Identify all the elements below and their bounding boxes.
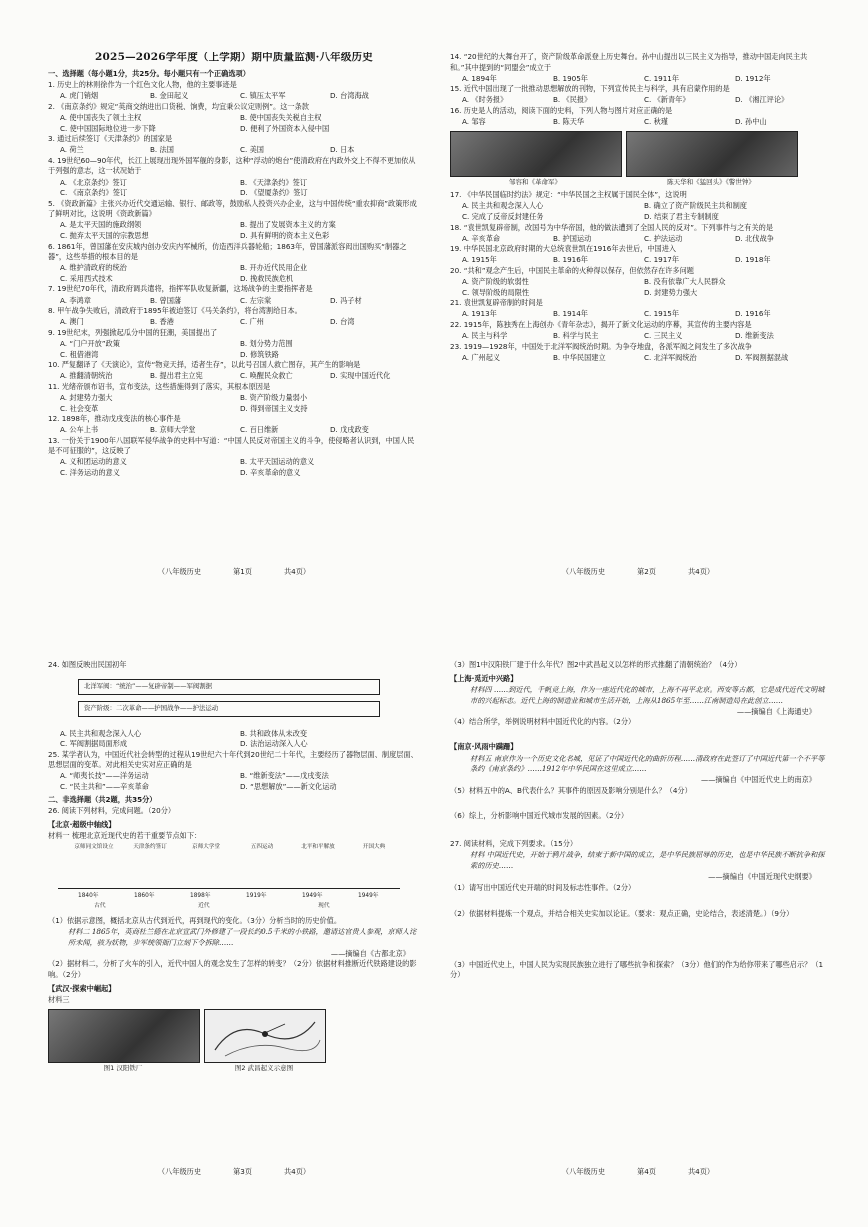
question-27-3: （3）中国近代史上，中国人民为实现民族独立进行了哪些抗争和探索？（3分）他们的作为给你带来了哪些启示？（1分） bbox=[450, 959, 824, 980]
options bbox=[48, 425, 420, 436]
question-stem: 3. 通过后续签订《天津条约》的国家是 bbox=[48, 134, 173, 144]
option[interactable]: A. 推翻清朝统治 bbox=[60, 371, 113, 381]
option[interactable]: C. 使中国国际地位进一步下降 bbox=[60, 123, 156, 133]
option[interactable]: B. 科学与民主 bbox=[553, 330, 599, 340]
option[interactable]: C. 百日维新 bbox=[240, 425, 279, 435]
timeline-era: 近代 bbox=[198, 903, 210, 910]
question-26-3: （3）图1中汉阳铁厂建于什么年代？图2中武昌起义以怎样的形式推翻了清朝统治？（4分） bbox=[450, 660, 742, 669]
question-stem: 22. 1915年，陈独秀在上海创办《青年杂志》，揭开了新文化运动的序幕，其宣传的主要内容是 bbox=[450, 319, 752, 329]
question-stem: 20. “共和”观念产生后，中国民主革命的火种得以保存，但依然存在许多问题 bbox=[450, 265, 694, 275]
page-4 bbox=[450, 660, 826, 1180]
option[interactable]: A. 辛亥革命 bbox=[462, 233, 501, 243]
subtopic-tag: 【南京·风雨中蹒跚】 bbox=[450, 742, 518, 752]
question-stem: 12. 1898年，推动戊戌变法的核心事件是 bbox=[48, 414, 181, 424]
options bbox=[48, 339, 420, 360]
options bbox=[450, 74, 826, 85]
option[interactable]: B. 太平天国运动的意义 bbox=[240, 457, 315, 467]
option[interactable]: D. 辛亥革命的意义 bbox=[240, 468, 301, 478]
options bbox=[48, 457, 420, 478]
option[interactable]: D. 修筑铁路 bbox=[240, 349, 279, 359]
option[interactable]: D. 戊戌政变 bbox=[330, 425, 369, 435]
options bbox=[48, 371, 420, 382]
option[interactable]: C. 1915年 bbox=[644, 309, 680, 319]
question-stem: 16. 历史是人的活动，阅读下面的史料，下列人物与图片对应正确的是 bbox=[450, 105, 673, 115]
page-footer: （八年级历史 第2页 共4页） bbox=[561, 567, 715, 577]
options bbox=[48, 317, 420, 328]
option[interactable]: A. 义和团运动的意义 bbox=[60, 457, 127, 467]
option[interactable]: D. 《湘江评论》 bbox=[735, 95, 789, 105]
page-1 bbox=[48, 52, 420, 580]
option[interactable]: B. 1914年 bbox=[553, 309, 588, 319]
option[interactable]: D. 台湾 bbox=[330, 317, 355, 327]
question-stem: 21. 袁世凯复辟帝制的时间是 bbox=[450, 298, 543, 308]
options bbox=[48, 296, 420, 307]
option[interactable]: C. 美国 bbox=[240, 145, 264, 155]
question-26: 26. 阅读下列材料，完成问题。（20分） bbox=[48, 806, 176, 816]
option[interactable]: C. 洋务运动的意义 bbox=[60, 468, 120, 478]
option[interactable]: A. 维护清政府的统治 bbox=[60, 263, 127, 273]
option[interactable]: C. 领导阶级的局限性 bbox=[462, 287, 530, 297]
option[interactable]: D. 实现中国近代化 bbox=[330, 371, 391, 381]
question-26-6: （6）综上，分析影响中国近代城市发展的因素。（2分） bbox=[450, 810, 629, 820]
option[interactable]: C. 《南京条约》签订 bbox=[60, 188, 128, 198]
zou-rong-portrait bbox=[450, 131, 622, 177]
question-stem: 10. 严复翻译了《天演论》，宣传“物竞天择，适者生存”，以此号召国人救亡图存，其产生的影响是 bbox=[48, 360, 361, 370]
option[interactable]: D. 军阀割据混战 bbox=[735, 352, 789, 362]
option[interactable]: D. 便利了外国资本入侵中国 bbox=[240, 123, 330, 133]
timeline-year: 1949年 bbox=[302, 893, 323, 900]
page-footer: （八年级历史 第3页 共4页） bbox=[157, 1167, 311, 1177]
portrait-row bbox=[450, 131, 826, 188]
options bbox=[450, 277, 826, 298]
timeline-event: 京师同文馆设立 bbox=[74, 844, 114, 851]
option[interactable]: A. 1894年 bbox=[462, 73, 497, 83]
option[interactable]: B. 金田起义 bbox=[150, 91, 189, 101]
option[interactable]: A. “门户开放”政策 bbox=[60, 338, 120, 348]
timeline-event: 天津条约签订 bbox=[133, 844, 167, 851]
section-heading: 二、非选择题（共2题，共35分） bbox=[48, 794, 157, 804]
options bbox=[450, 255, 826, 266]
option[interactable]: C. 秋瑾 bbox=[644, 117, 668, 127]
option[interactable]: C. 1917年 bbox=[644, 255, 680, 265]
option[interactable]: A. 1915年 bbox=[462, 255, 497, 265]
option[interactable]: A. 民主共和观念深入人心 bbox=[462, 201, 544, 211]
option[interactable]: D. 台湾海战 bbox=[330, 91, 369, 101]
question-stem: 8. 甲午战争失败后，清政府于1895年被迫签订《马关条约》，将台湾割给日本。 bbox=[48, 306, 302, 316]
option[interactable]: B. 香港 bbox=[150, 317, 174, 327]
timeline-era: 古代 bbox=[94, 903, 106, 910]
timeline-event: 五四运动 bbox=[250, 844, 274, 851]
flow-diagram bbox=[48, 675, 420, 725]
option[interactable]: C. 完成了反帝反封建任务 bbox=[462, 211, 544, 221]
question-stem: 1. 历史上的林则徐作为一个红色文化人物，他的主要事迹是 bbox=[48, 80, 237, 90]
page-footer: （八年级历史 第4页 共4页） bbox=[561, 1167, 715, 1177]
option[interactable]: C. 唤醒民众救亡 bbox=[240, 371, 293, 381]
option[interactable]: A. 李鸿章 bbox=[60, 295, 91, 305]
question-stem: 7. 19世纪70年代，清政府调兵遣将，指挥军队收复新疆，这场战争的主要指挥者是 bbox=[48, 284, 313, 294]
material-4: 材料四 ……到近代，千帆竞上海，作为一座近代化的城市，上海不再平北京。西安等古都，它是成代近代文明城市的兴起标志。近代上海的制造业和城市生活开始，上海从1865年至……江南制造局在此创立…… bbox=[470, 685, 825, 705]
question-stem: 2. 《南京条约》规定“英商交纳进出口货税、饷费，均宜秉公议定则例”。这一条款 bbox=[48, 101, 309, 111]
option[interactable]: C. 采用西式技术 bbox=[60, 273, 113, 283]
option[interactable]: A. 广州起义 bbox=[462, 352, 501, 362]
timeline-event: 开国大典 bbox=[362, 844, 386, 851]
option[interactable]: B. 1916年 bbox=[553, 255, 588, 265]
option[interactable]: B. 没有依靠广大人民群众 bbox=[644, 277, 726, 286]
material-1: 材料一 梳理北京近现代史的若干重要节点如下： bbox=[48, 831, 202, 841]
options bbox=[450, 95, 826, 106]
option[interactable]: C. 护法运动 bbox=[644, 233, 683, 243]
question-list bbox=[450, 52, 826, 363]
option[interactable]: B. 资产阶级力量弱小 bbox=[240, 392, 308, 402]
question-stem: 6. 1861年，曾国藩在安庆城内创办安庆内军械所，仿造西洋兵器轮船；1863年，曾国藩派容闳出国购买“制器之器”，这些举措的根本目的是 bbox=[48, 241, 407, 262]
options: A. “师夷长技”——洋务运动 B. “维新变法”——戊戌变法 C. “民主共和”——辛亥革命 D. “思想解放”——新文化运动 bbox=[60, 771, 337, 792]
option[interactable]: D. 封建势力强大 bbox=[644, 287, 698, 297]
options bbox=[48, 178, 420, 199]
options bbox=[48, 393, 420, 414]
option[interactable]: A. 《时务报》 bbox=[462, 95, 508, 105]
question-26-4: （4）结合所学，举例说明材料中国近代化的内容。（2分） bbox=[450, 717, 636, 727]
options bbox=[48, 113, 420, 134]
flow-row-1: 北洋军阀：“统治”——复辟帝制——军阀割据 bbox=[84, 681, 213, 690]
options bbox=[48, 91, 420, 102]
question-24: 24. 如图反映出民国初年 bbox=[48, 660, 127, 669]
question-stem: 18. “袁世凯复辟帝制，改国号为中华帝国，他的做法遭到了全国人民的反对”。下列事件与之有关的是 bbox=[450, 222, 774, 232]
timeline-year: 1898年 bbox=[190, 893, 211, 900]
option[interactable]: B. 1905年 bbox=[553, 73, 588, 83]
timeline-era: 现代 bbox=[318, 903, 330, 910]
material-5: 材料五 南京作为一个历史文化名城，见证了中国近代化的曲折历程……清政府在此签订了中国近代第一个不平等条约《南京条约》……1912年中华民国在这里成立…… bbox=[470, 753, 825, 774]
timeline-year: 1860年 bbox=[134, 893, 155, 900]
timeline-axis bbox=[58, 888, 400, 889]
option[interactable]: A. 澳门 bbox=[60, 317, 84, 327]
flow-row-2: 资产阶级：二次革命——护国战争——护法运动 bbox=[84, 703, 219, 712]
question-27-2: （2）依据材料提炼一个观点，并结合相关史实加以论证。（要求：观点正确，史论结合，表述清楚。）（9分） bbox=[450, 909, 794, 919]
option[interactable]: D. 日本 bbox=[330, 145, 355, 155]
material-3: 材料三 bbox=[48, 995, 70, 1005]
question-list bbox=[48, 80, 420, 478]
option[interactable]: A. 荷兰 bbox=[60, 145, 84, 155]
timeline-year: 1949年 bbox=[358, 893, 379, 900]
image-caption: 图1 汉阳铁厂 bbox=[103, 1063, 143, 1072]
material-source: ——摘编自《中国近代史上的南京》 bbox=[700, 775, 816, 785]
options bbox=[48, 145, 420, 156]
option[interactable]: C. 租借港湾 bbox=[60, 349, 99, 359]
page-2 bbox=[450, 52, 826, 580]
option[interactable]: C. 《新青年》 bbox=[644, 95, 690, 105]
option[interactable]: B. 法国 bbox=[150, 145, 174, 155]
question-stem: 11. 光绪帝颁布诏书，宣布变法，这些措施得到了落实，其根本原因是 bbox=[48, 381, 271, 391]
option[interactable]: C. 左宗棠 bbox=[240, 295, 272, 305]
image-caption: 邹容和《革命军》 bbox=[509, 177, 561, 186]
option[interactable]: B. 京师大学堂 bbox=[150, 425, 196, 435]
subtopic-tag: 【北京·超级中轴线】 bbox=[48, 819, 116, 829]
timeline bbox=[48, 844, 420, 914]
timeline-event: 北平和平解放 bbox=[301, 844, 335, 851]
question-stem: 5. 《资政新篇》主张兴办近代交通运输、银行、邮政等，鼓励私人投资兴办企业，这与中国传统“重农抑商”政策形成了鲜明对比，这说明《资政新篇》 bbox=[48, 198, 417, 219]
option[interactable]: B. 陈天华 bbox=[553, 117, 585, 127]
option[interactable]: B. 《民报》 bbox=[553, 95, 592, 105]
option[interactable]: B. 提出君主立宪 bbox=[150, 371, 203, 381]
question-25: 25. 某学者认为，中国近代社会转型的过程从19世纪六十年代到20世纪二十年代，主要经历了器物层面、制度层面、思想层面的变革。对此相关史实对应正确的是 bbox=[48, 749, 418, 770]
option[interactable]: B. 提出了发展资本主义的方案 bbox=[240, 220, 336, 230]
question-stem: 14. “20世纪的大舞台开了，资产阶级革命派登上历史舞台。孙中山提出以三民主义为指导，推动中国走向民主共和。”其中提到的“同盟会”成立于 bbox=[450, 52, 808, 72]
option[interactable]: B. 中华民国建立 bbox=[553, 352, 606, 362]
subtopic-tag: 【武汉·探索中崛起】 bbox=[48, 983, 116, 993]
page-3 bbox=[48, 660, 420, 1180]
material-source: ——摘编自《古都北京》 bbox=[330, 948, 410, 958]
hanyang-ironworks-photo bbox=[48, 1009, 200, 1063]
material-source: ——摘编自《中国近现代史纲要》 bbox=[708, 871, 816, 881]
question-27-1: （1）请写出中国近代史开端的时间及标志性事件。（2分） bbox=[450, 882, 636, 892]
options bbox=[450, 353, 826, 364]
question-26-2: （2）据材料二，分析了火车的引入，近代中国人的观念发生了怎样的转变？（2分）依据材料推断近代铁路建设的影响。（2分） bbox=[48, 959, 417, 979]
option[interactable]: C. 北洋军阀统治 bbox=[644, 352, 697, 362]
option[interactable]: B. 护国运动 bbox=[553, 233, 592, 243]
option[interactable]: B. 曾国藩 bbox=[150, 295, 182, 305]
option[interactable]: D. 得到帝国主义支持 bbox=[240, 403, 308, 413]
option[interactable]: D. 结束了君主专制制度 bbox=[644, 211, 719, 221]
exam-title: 2025—2026学年度（上学期）期中质量监测·八年级历史 bbox=[95, 52, 373, 63]
timeline-event: 京师大学堂 bbox=[192, 844, 220, 851]
option[interactable]: A. 是太平天国的施政纲领 bbox=[60, 220, 142, 230]
material-27: 材料 中国近代史，开始于鸦片战争，结束于新中国的成立，是中华民族屈辱的历史，也是中华民族不断抗争和探索的历史…… bbox=[470, 850, 825, 870]
option[interactable]: C. 1911年 bbox=[644, 73, 680, 83]
option[interactable]: B. 开办近代民用企业 bbox=[240, 263, 308, 273]
option[interactable]: B. 划分势力范围 bbox=[240, 338, 293, 348]
option[interactable]: D. 冯子材 bbox=[330, 295, 362, 305]
option[interactable]: C. 社会变革 bbox=[60, 403, 99, 413]
options bbox=[450, 201, 826, 222]
options bbox=[48, 263, 420, 284]
option[interactable]: C. 镇压太平军 bbox=[240, 91, 286, 101]
question-27: 27. 阅读材料，完成下列要求。（15分） bbox=[450, 839, 578, 849]
option[interactable]: D. 1912年 bbox=[735, 73, 771, 83]
option[interactable]: B. 使中国丧失关税自主权 bbox=[240, 112, 322, 122]
option[interactable]: D. 挽救民族危机 bbox=[240, 273, 294, 283]
timeline-year: 1919年 bbox=[246, 893, 267, 900]
option[interactable]: A. 邹容 bbox=[462, 117, 486, 127]
question-stem: 23. 1919—1928年，中国处于北洋军阀统治时期。为争夺地盘，各派军阀之间发生了多次战争 bbox=[450, 341, 752, 351]
option[interactable]: A. 使中国丧失了领土主权 bbox=[60, 112, 142, 122]
question-stem: 4. 19世纪60—90年代，长江上展现出现外国军舰的身影，这种“浮动的炮台”使清政府在内政外交上不得不更加依从于列强的意志，这一状况始于 bbox=[48, 155, 416, 176]
image-row bbox=[48, 1009, 420, 1074]
material-2: 材料二 1865年，英商杜兰德在北京宣武门外修建了一段长约0.5千米的小铁路，邀请达官贵人参观，京师人诧所未闻，骇为妖物，步军统领衙门立刻下令拆除…… bbox=[68, 927, 417, 947]
option[interactable]: D. 1916年 bbox=[735, 309, 771, 319]
option[interactable]: D. 孙中山 bbox=[735, 117, 767, 127]
option[interactable]: D. 具有鲜明的资本主义色彩 bbox=[240, 231, 330, 240]
option[interactable]: D. 《望厦条约》签订 bbox=[240, 188, 308, 198]
option[interactable]: A. 公车上书 bbox=[60, 425, 99, 435]
question-stem: 19. 中华民国北京政府时期的大总统袁世凯在1916年去世后，中国进入 bbox=[450, 244, 677, 254]
section-heading: 一、选择题（每小题1分，共25分。每小题只有一个正确选项） bbox=[48, 68, 250, 78]
question-stem: 15. 近代中国出现了一批推动思想解放的刊物，下列宣传民主与科学，具有启蒙作用的是 bbox=[450, 84, 730, 94]
page-footer: （八年级历史 第1页 共4页） bbox=[157, 567, 311, 577]
option[interactable]: A. 虎门销烟 bbox=[60, 91, 99, 101]
question-stem: 13. 一份关于1900年八国联军侵华战争的史料中写道：“中国人民反对帝国主义的斗争，使侵略者认识到，中国人民是不可征服的”，这反映了 bbox=[48, 435, 415, 456]
options bbox=[450, 117, 826, 128]
option[interactable]: A. 资产阶级的软弱性 bbox=[462, 277, 529, 286]
option[interactable]: A. 民主与科学 bbox=[462, 330, 508, 340]
options bbox=[450, 309, 826, 320]
option[interactable]: D. 北伐战争 bbox=[735, 233, 774, 243]
options bbox=[48, 220, 420, 241]
image-caption: 陈天华和《猛回头》《警世钟》 bbox=[667, 177, 755, 186]
option[interactable]: A. 1913年 bbox=[462, 309, 497, 319]
option[interactable]: C. 广州 bbox=[240, 317, 264, 327]
options bbox=[450, 234, 826, 245]
options bbox=[450, 331, 826, 342]
option[interactable]: C. 抛弃太平天国的宗教思想 bbox=[60, 231, 149, 240]
question-26-1: （1）依据示意图，概括北京从古代到近代，再到现代的变化。（3分）分析当时的历史价值。 bbox=[48, 916, 342, 926]
question-26-5: （5）材料五中的A、B代表什么？其事件的原因及影响分别是什么？（4分） bbox=[450, 785, 692, 795]
option[interactable]: B. 《天津条约》签订 bbox=[240, 177, 308, 187]
option[interactable]: D. 维新变法 bbox=[735, 330, 774, 340]
option[interactable]: D. 1918年 bbox=[735, 255, 771, 265]
map-icon bbox=[205, 1010, 325, 1062]
image-caption: 图2 武昌起义示意图 bbox=[234, 1063, 294, 1072]
option[interactable]: A. 《北京条约》签订 bbox=[60, 177, 127, 187]
timeline-year: 1840年 bbox=[78, 893, 99, 900]
option[interactable]: C. 三民主义 bbox=[644, 330, 683, 340]
option[interactable]: B. 确立了资产阶级民主共和制度 bbox=[644, 201, 747, 211]
wuchang-uprising-map bbox=[204, 1009, 326, 1063]
subtopic-tag: 【上海·觅近中兴路】 bbox=[450, 673, 518, 683]
question-stem: 17. 《中华民国临时约法》规定：“中华民国之主权属于国民全体”，这说明 bbox=[450, 190, 687, 200]
option[interactable]: A. 封建势力强大 bbox=[60, 392, 113, 402]
options: A. 民主共和观念深入人心 B. 共和政体从未改变 C. 军阀割据局面形成 D. 法治运动深入人心 bbox=[60, 728, 308, 749]
question-stem: 9. 19世纪末，列强掀起瓜分中国的狂潮，美国提出了 bbox=[48, 327, 218, 337]
chen-tianhua-portrait bbox=[626, 131, 798, 177]
material-source: ——摘编自《上海通史》 bbox=[736, 706, 816, 716]
